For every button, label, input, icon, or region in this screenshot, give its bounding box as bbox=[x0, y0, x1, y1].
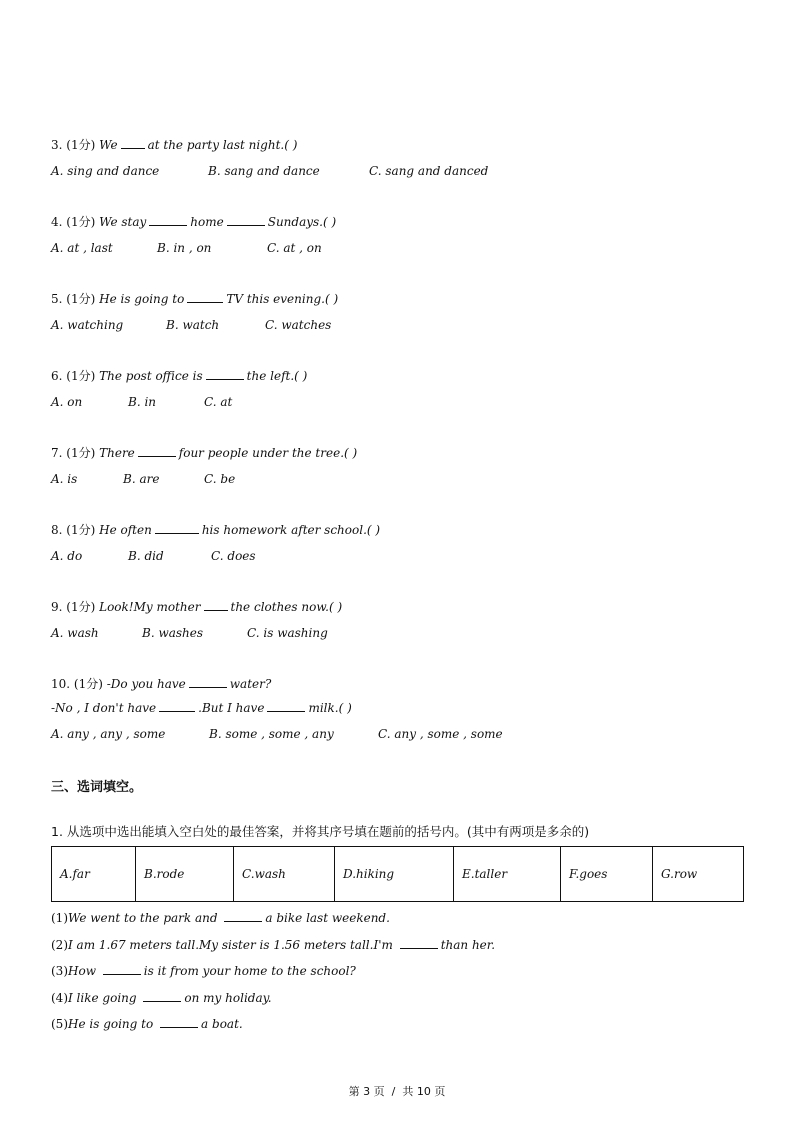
question-3 bbox=[51, 136, 488, 180]
answer-blank[interactable] bbox=[400, 937, 438, 949]
question-stem: 7. (1分) There four people under the tree.( ) bbox=[51, 446, 358, 460]
options-row bbox=[51, 725, 503, 743]
answer-blank[interactable] bbox=[227, 214, 265, 226]
option-b: B. watch bbox=[166, 318, 220, 332]
answer-blank[interactable] bbox=[138, 445, 176, 457]
option-b: B. some , some , any bbox=[209, 727, 334, 741]
option-a: A. any , any , some bbox=[51, 727, 166, 741]
answer-blank[interactable] bbox=[103, 963, 141, 975]
question-8 bbox=[51, 521, 380, 565]
answer-blank[interactable] bbox=[159, 700, 195, 712]
option-a: A. do bbox=[51, 549, 83, 563]
answer-blank[interactable] bbox=[143, 990, 181, 1002]
option-a: A. wash bbox=[51, 626, 99, 640]
choice-f: F.goes bbox=[561, 847, 653, 902]
word-choices-table bbox=[51, 846, 744, 902]
question-6 bbox=[51, 367, 307, 411]
question-stem: 6. (1分) The post office is the left.( ) bbox=[51, 369, 308, 383]
question-stem: 8. (1分) He often his homework after school.( ) bbox=[51, 523, 381, 537]
question-4 bbox=[51, 213, 336, 257]
option-c: C. watches bbox=[265, 318, 332, 332]
answer-blank[interactable] bbox=[160, 1016, 198, 1028]
answer-blank[interactable] bbox=[121, 137, 145, 149]
question-5 bbox=[51, 290, 338, 334]
options-row bbox=[51, 316, 338, 334]
answer-blank[interactable] bbox=[204, 599, 228, 611]
choice-a: A.far bbox=[52, 847, 136, 902]
choice-b: B.rode bbox=[136, 847, 234, 902]
sentence-1: (1)We went to the park and a bike last weekend. bbox=[51, 911, 390, 925]
answer-blank[interactable] bbox=[224, 910, 262, 922]
choice-c: C.wash bbox=[234, 847, 335, 902]
sentence-3: (3)How is it from your home to the school? bbox=[51, 964, 356, 978]
question-10 bbox=[51, 675, 503, 743]
question-stem-line2: -No , I don't have .But I have milk.( ) bbox=[51, 701, 352, 715]
option-c: C. sang and danced bbox=[369, 164, 489, 178]
option-a: A. at , last bbox=[51, 241, 113, 255]
page-footer: 第 3 页 / 共 10 页 bbox=[348, 1085, 446, 1098]
section-title: 三、选词填空。 bbox=[51, 780, 143, 795]
question-9 bbox=[51, 598, 342, 642]
answer-blank[interactable] bbox=[187, 291, 223, 303]
question-stem: 5. (1分) He is going to TV this evening.( ) bbox=[51, 292, 339, 306]
option-b: B. in bbox=[128, 395, 157, 409]
sentence-2: (2)I am 1.67 meters tall.My sister is 1.56 meters tall.I'm than her. bbox=[51, 938, 496, 952]
option-b: B. washes bbox=[142, 626, 204, 640]
option-c: C. any , some , some bbox=[378, 727, 503, 741]
option-a: A. is bbox=[51, 472, 78, 486]
answer-blank[interactable] bbox=[267, 700, 305, 712]
options-row bbox=[51, 162, 488, 180]
question-7 bbox=[51, 444, 357, 488]
answer-blank[interactable] bbox=[189, 676, 227, 688]
answer-blank[interactable] bbox=[155, 522, 199, 534]
option-b: B. sang and dance bbox=[208, 164, 320, 178]
sentence-4: (4)I like going on my holiday. bbox=[51, 991, 272, 1005]
option-a: A. watching bbox=[51, 318, 124, 332]
option-a: A. on bbox=[51, 395, 83, 409]
option-c: C. at bbox=[204, 395, 233, 409]
options-row bbox=[51, 393, 307, 411]
choice-d: D.hiking bbox=[335, 847, 454, 902]
options-row bbox=[51, 624, 342, 642]
options-row bbox=[51, 470, 357, 488]
option-c: C. is washing bbox=[247, 626, 328, 640]
answer-blank[interactable] bbox=[149, 214, 187, 226]
option-a: A. sing and dance bbox=[51, 164, 160, 178]
options-row bbox=[51, 547, 380, 565]
question-stem: 4. (1分) We stay home Sundays.( ) bbox=[51, 215, 337, 229]
option-c: C. be bbox=[204, 472, 236, 486]
choice-g: G.row bbox=[653, 847, 744, 902]
option-b: B. in , on bbox=[157, 241, 212, 255]
question-stem: 10. (1分) -Do you have water? bbox=[51, 677, 272, 691]
option-c: C. at , on bbox=[267, 241, 322, 255]
options-row bbox=[51, 239, 336, 257]
sentence-5: (5)He is going to a boat. bbox=[51, 1017, 243, 1031]
section-instruction: 1. 从选项中选出能填入空白处的最佳答案，并将其序号填在题前的括号内。(其中有两项是多余的) bbox=[51, 824, 590, 839]
option-b: B. did bbox=[128, 549, 164, 563]
choice-e: E.taller bbox=[454, 847, 561, 902]
answer-blank[interactable] bbox=[206, 368, 244, 380]
question-stem: 9. (1分) Look!My mother the clothes now.( ) bbox=[51, 600, 343, 614]
option-c: C. does bbox=[211, 549, 256, 563]
option-b: B. are bbox=[123, 472, 160, 486]
question-stem: 3. (1分) We at the party last night.( ) bbox=[51, 138, 298, 152]
